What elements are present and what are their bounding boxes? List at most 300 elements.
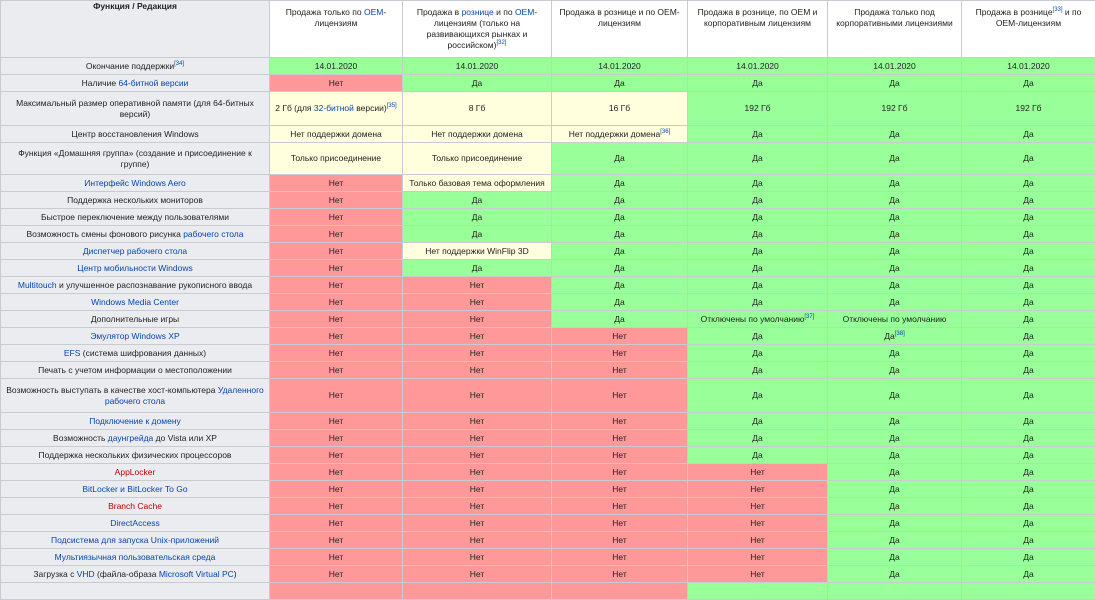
cell-value: Нет bbox=[612, 433, 626, 443]
cell-value: Нет bbox=[329, 263, 343, 273]
feature-name bbox=[1, 75, 270, 92]
cell-value: Нет bbox=[612, 450, 626, 460]
cell-no bbox=[403, 277, 552, 294]
cell-value: Да bbox=[1023, 348, 1033, 358]
cell-yes bbox=[828, 192, 962, 209]
cell-value: Да bbox=[1023, 416, 1033, 426]
feature-link[interactable]: Branch Cache bbox=[108, 501, 162, 511]
feature-link[interactable]: Microsoft Virtual PC bbox=[159, 569, 234, 579]
header-text: Продажа в рознице, по OEM и корпоративным лицензиям bbox=[698, 7, 818, 28]
feature-name bbox=[1, 430, 270, 447]
feature-link[interactable]: BitLocker и BitLocker To Go bbox=[82, 484, 187, 494]
cell-no bbox=[270, 243, 403, 260]
feature-link[interactable]: рабочего стола bbox=[183, 229, 243, 239]
cell-no bbox=[552, 566, 688, 583]
cell-value: Нет bbox=[470, 501, 484, 511]
cell-value: Нет bbox=[750, 518, 764, 528]
cell-yes bbox=[962, 430, 1095, 447]
cell-no bbox=[552, 345, 688, 362]
cell-no bbox=[403, 515, 552, 532]
table-row bbox=[1, 583, 1095, 600]
cell-yes bbox=[828, 277, 962, 294]
cell-value: Да bbox=[614, 297, 624, 307]
table-row bbox=[1, 75, 1095, 92]
cell-no bbox=[688, 498, 828, 515]
cell-value: Нет bbox=[470, 552, 484, 562]
cell-value: Нет bbox=[612, 348, 626, 358]
cell-value: Да bbox=[1023, 552, 1033, 562]
cell-no bbox=[552, 481, 688, 498]
cell-no bbox=[270, 345, 403, 362]
cell-yes bbox=[552, 260, 688, 277]
cell-yes bbox=[552, 143, 688, 175]
cell-value: Да bbox=[889, 263, 899, 273]
cell-value: Да bbox=[884, 331, 894, 341]
cell-value: Да bbox=[752, 212, 762, 222]
cell-yes bbox=[552, 294, 688, 311]
cell-yes bbox=[962, 566, 1095, 583]
cell-yes bbox=[828, 75, 962, 92]
cell-yes bbox=[688, 430, 828, 447]
cell-yes bbox=[828, 209, 962, 226]
cell-value: Нет bbox=[612, 535, 626, 545]
cell-no bbox=[270, 362, 403, 379]
cell-yes bbox=[962, 294, 1095, 311]
cell-no bbox=[270, 515, 403, 532]
col-header bbox=[403, 1, 552, 58]
feature-link[interactable]: DirectAccess bbox=[110, 518, 160, 528]
cell-value: Нет bbox=[750, 535, 764, 545]
cell-partial bbox=[403, 143, 552, 175]
header-link[interactable]: OEM bbox=[364, 7, 383, 17]
feature-text: до Vista или XP bbox=[153, 433, 217, 443]
cell-yes bbox=[962, 379, 1095, 413]
cell-partial bbox=[403, 175, 552, 192]
cell-yes bbox=[962, 328, 1095, 345]
table-row bbox=[1, 294, 1095, 311]
cell-value: Нет bbox=[470, 390, 484, 400]
cell-value: Нет bbox=[470, 365, 484, 375]
cell-value: Да bbox=[752, 365, 762, 375]
cell-value: Нет поддержки домена bbox=[569, 129, 661, 139]
header-text: Продажа в рознице bbox=[976, 7, 1053, 17]
cell-yes bbox=[962, 549, 1095, 566]
feature-text: Окончание поддержки bbox=[86, 61, 174, 71]
cell-value: Да bbox=[752, 263, 762, 273]
cell-yes bbox=[828, 260, 962, 277]
feature-text: Поддержка нескольких мониторов bbox=[67, 195, 203, 205]
header-text: и по bbox=[494, 7, 515, 17]
cell-value: Нет поддержки домена bbox=[290, 129, 382, 139]
cell-yes bbox=[688, 192, 828, 209]
cell-no bbox=[688, 566, 828, 583]
cell-yes bbox=[962, 92, 1095, 126]
footnote-ref[interactable]: [36] bbox=[660, 129, 670, 135]
cell-no bbox=[270, 175, 403, 192]
cell-value: Нет bbox=[329, 518, 343, 528]
cell-yes bbox=[403, 260, 552, 277]
cell-value: Да bbox=[889, 535, 899, 545]
cell-partial bbox=[552, 92, 688, 126]
feature-link[interactable]: EFS bbox=[64, 348, 81, 358]
feature-link[interactable]: Windows Media Center bbox=[91, 297, 179, 307]
cell-no bbox=[688, 481, 828, 498]
cell-yes bbox=[962, 126, 1095, 143]
table-row bbox=[1, 209, 1095, 226]
cell-value: Да bbox=[1023, 129, 1033, 139]
footnote-ref[interactable]: [32] bbox=[496, 40, 506, 46]
cell-yes bbox=[828, 58, 962, 75]
feature-name bbox=[1, 328, 270, 345]
cell-yes bbox=[962, 226, 1095, 243]
table-row bbox=[1, 430, 1095, 447]
cell-value: Нет bbox=[329, 569, 343, 579]
feature-name bbox=[1, 226, 270, 243]
cell-value: Да bbox=[752, 450, 762, 460]
cell-value: Да bbox=[1023, 390, 1033, 400]
cell-value: Нет bbox=[750, 569, 764, 579]
cell-value: Нет bbox=[329, 416, 343, 426]
cell-yes bbox=[828, 583, 962, 600]
cell-yes bbox=[828, 379, 962, 413]
cell-value: Да bbox=[889, 348, 899, 358]
cell-value: Да bbox=[1023, 195, 1033, 205]
cell-yes bbox=[552, 243, 688, 260]
cell-yes bbox=[403, 192, 552, 209]
cell-value: Нет bbox=[329, 297, 343, 307]
cell-value: Нет bbox=[612, 365, 626, 375]
col-header bbox=[828, 1, 962, 58]
header-link[interactable]: рознице bbox=[462, 7, 494, 17]
footnote-ref[interactable]: [33] bbox=[1053, 7, 1063, 13]
cell-value: Да bbox=[752, 416, 762, 426]
cell-value: Нет bbox=[612, 518, 626, 528]
feature-name bbox=[1, 447, 270, 464]
feature-link[interactable]: AppLocker bbox=[115, 467, 156, 477]
feature-link[interactable]: Подключение к домену bbox=[89, 416, 181, 426]
feature-link[interactable]: Удаленного рабочего стола bbox=[105, 385, 264, 406]
feature-text: и улучшенное распознавание рукописного ввода bbox=[57, 280, 252, 290]
cell-yes bbox=[552, 311, 688, 328]
cell-value: Только базовая тема оформления bbox=[409, 178, 545, 188]
feature-name bbox=[1, 481, 270, 498]
cell-yes bbox=[962, 311, 1095, 328]
cell-no bbox=[403, 447, 552, 464]
footnote-ref[interactable]: [37] bbox=[804, 314, 814, 320]
cell-yes bbox=[403, 209, 552, 226]
cell-yes bbox=[828, 294, 962, 311]
cell-partial bbox=[270, 92, 403, 126]
cell-yes bbox=[962, 413, 1095, 430]
cell-no bbox=[270, 209, 403, 226]
cell-yes bbox=[962, 583, 1095, 600]
cell-no bbox=[403, 362, 552, 379]
cell-value: Да bbox=[752, 280, 762, 290]
cell-value: Нет bbox=[329, 450, 343, 460]
cell-value: Да bbox=[1023, 246, 1033, 256]
feature-name bbox=[1, 413, 270, 430]
cell-no bbox=[403, 583, 552, 600]
cell-value: Да bbox=[1023, 433, 1033, 443]
cell-value: Да bbox=[1023, 484, 1033, 494]
cell-no bbox=[270, 226, 403, 243]
feature-name bbox=[1, 92, 270, 126]
cell-value: Нет bbox=[329, 280, 343, 290]
table-row bbox=[1, 362, 1095, 379]
table-row bbox=[1, 143, 1095, 175]
cell-yes bbox=[828, 243, 962, 260]
feature-link[interactable]: Эмулятор Windows XP bbox=[90, 331, 179, 341]
cell-yes bbox=[552, 58, 688, 75]
header-text: Продажа только под корпоративными лицензиями bbox=[836, 7, 953, 28]
cell-yes bbox=[962, 243, 1095, 260]
cell-yes bbox=[688, 143, 828, 175]
header-link[interactable]: OEM bbox=[515, 7, 534, 17]
cell-yes bbox=[828, 464, 962, 481]
feature-name bbox=[1, 311, 270, 328]
cell-value: Нет bbox=[470, 450, 484, 460]
feature-link[interactable]: 64-битной версии bbox=[118, 78, 188, 88]
feature-link[interactable]: Multitouch bbox=[18, 280, 57, 290]
cell-value: Нет bbox=[470, 348, 484, 358]
cell-value: Да bbox=[1023, 263, 1033, 273]
cell-no bbox=[403, 532, 552, 549]
cell-value: Нет bbox=[329, 552, 343, 562]
cell-yes bbox=[828, 226, 962, 243]
cell-no bbox=[270, 294, 403, 311]
feature-name bbox=[1, 58, 270, 75]
cell-value: Да bbox=[889, 484, 899, 494]
cell-value: Да bbox=[889, 229, 899, 239]
feature-link[interactable]: Центр мобильности Windows bbox=[77, 263, 192, 273]
cell-value: Да bbox=[889, 569, 899, 579]
cell-yes bbox=[828, 515, 962, 532]
feature-text: Загрузка с bbox=[33, 569, 76, 579]
cell-value: Отключены по умолчанию bbox=[701, 314, 805, 324]
feature-name bbox=[1, 498, 270, 515]
cell-value: Нет bbox=[612, 467, 626, 477]
feature-text: Возможность bbox=[53, 433, 108, 443]
table-row bbox=[1, 566, 1095, 583]
cell-value: Нет bbox=[750, 501, 764, 511]
cell-yes bbox=[688, 175, 828, 192]
cell-yes bbox=[828, 549, 962, 566]
cell-value: Нет bbox=[612, 501, 626, 511]
col-header bbox=[552, 1, 688, 58]
cell-value: Нет bbox=[329, 178, 343, 188]
table-row bbox=[1, 92, 1095, 126]
cell-no bbox=[552, 430, 688, 447]
cell-yes bbox=[962, 447, 1095, 464]
feature-name bbox=[1, 126, 270, 143]
cell-no bbox=[552, 328, 688, 345]
cell-yes bbox=[962, 277, 1095, 294]
header-text: Продажа в bbox=[417, 7, 462, 17]
feature-name bbox=[1, 243, 270, 260]
cell-yes bbox=[403, 58, 552, 75]
cell-value: Да bbox=[752, 78, 762, 88]
cell-no bbox=[403, 481, 552, 498]
cell-yes bbox=[962, 464, 1095, 481]
cell-value: Да bbox=[1023, 450, 1033, 460]
cell-value: Нет bbox=[470, 331, 484, 341]
cell-partial bbox=[403, 126, 552, 143]
cell-yes bbox=[828, 328, 962, 345]
cell-no bbox=[552, 464, 688, 481]
feature-link[interactable]: Мультиязычная пользовательская среда bbox=[55, 552, 216, 562]
footnote-ref[interactable]: [38] bbox=[895, 331, 905, 337]
cell-value: Да bbox=[1023, 280, 1033, 290]
col-header bbox=[962, 1, 1095, 58]
cell-no bbox=[270, 311, 403, 328]
cell-value: Нет bbox=[612, 484, 626, 494]
cell-value: Нет bbox=[329, 467, 343, 477]
cell-value: Да bbox=[889, 518, 899, 528]
feature-link[interactable]: VHD bbox=[77, 569, 95, 579]
feature-name bbox=[1, 566, 270, 583]
cell-value: Нет bbox=[750, 552, 764, 562]
feature-text: Максимальный размер оперативной памяти (для 64-битных версий) bbox=[16, 98, 254, 119]
cell-no bbox=[270, 379, 403, 413]
feature-name bbox=[1, 515, 270, 532]
cell-text: версии) bbox=[354, 103, 387, 113]
cell-value: Нет bbox=[612, 390, 626, 400]
cell-value: Да bbox=[889, 433, 899, 443]
cell-yes bbox=[828, 362, 962, 379]
cell-value: Нет bbox=[329, 390, 343, 400]
cell-value: Нет bbox=[470, 297, 484, 307]
cell-value: Нет bbox=[470, 314, 484, 324]
cell-value: Нет bbox=[470, 467, 484, 477]
cell-value: Нет bbox=[329, 212, 343, 222]
cell-yes bbox=[962, 532, 1095, 549]
cell-yes bbox=[962, 498, 1095, 515]
cell-value: Да bbox=[889, 280, 899, 290]
cell-yes bbox=[828, 175, 962, 192]
cell-yes bbox=[688, 126, 828, 143]
cell-value: Да bbox=[1023, 297, 1033, 307]
feature-name bbox=[1, 379, 270, 413]
cell-link[interactable]: 32-битной bbox=[314, 103, 354, 113]
cell-no bbox=[270, 413, 403, 430]
cell-yes bbox=[403, 226, 552, 243]
header-row bbox=[1, 1, 1095, 58]
cell-yes bbox=[552, 226, 688, 243]
cell-no bbox=[552, 362, 688, 379]
cell-no bbox=[403, 498, 552, 515]
cell-yes bbox=[688, 447, 828, 464]
feature-text: Центр восстановления Windows bbox=[71, 129, 198, 139]
cell-value: Да bbox=[752, 433, 762, 443]
cell-value: Да bbox=[889, 297, 899, 307]
cell-no bbox=[403, 566, 552, 583]
cell-yes bbox=[828, 430, 962, 447]
feature-text: Функция «Домашняя группа» (создание и присоединение к группе) bbox=[18, 148, 252, 169]
cell-value: Да bbox=[752, 129, 762, 139]
table-row bbox=[1, 58, 1095, 75]
table-row bbox=[1, 549, 1095, 566]
cell-value: Да bbox=[752, 246, 762, 256]
cell-no bbox=[270, 430, 403, 447]
cell-yes bbox=[828, 447, 962, 464]
cell-value: Да bbox=[1023, 518, 1033, 528]
cell-yes bbox=[552, 175, 688, 192]
table-row bbox=[1, 277, 1095, 294]
feature-link[interactable]: Интерфейс Windows Aero bbox=[84, 178, 185, 188]
table-row bbox=[1, 447, 1095, 464]
cell-value: Да bbox=[472, 78, 482, 88]
cell-value: 192 Гб bbox=[744, 103, 770, 113]
cell-no bbox=[688, 464, 828, 481]
cell-yes bbox=[403, 75, 552, 92]
cell-value: Да bbox=[889, 178, 899, 188]
cell-value: 14.01.2020 bbox=[736, 61, 779, 71]
cell-partial bbox=[270, 126, 403, 143]
cell-value: Да bbox=[1023, 212, 1033, 222]
cell-value: Нет bbox=[329, 484, 343, 494]
header-text: и по OEM-лицензиям bbox=[996, 7, 1081, 28]
cell-value: Да bbox=[1023, 153, 1033, 163]
cell-no bbox=[270, 464, 403, 481]
table-row bbox=[1, 481, 1095, 498]
cell-value: Да bbox=[614, 212, 624, 222]
feature-link[interactable]: Подсистема для запуска Unix-приложений bbox=[51, 535, 219, 545]
cell-value: Да bbox=[752, 297, 762, 307]
cell-no bbox=[403, 464, 552, 481]
cell-yes bbox=[828, 481, 962, 498]
cell-value: 14.01.2020 bbox=[1007, 61, 1050, 71]
table-row bbox=[1, 175, 1095, 192]
cell-value: 192 Гб bbox=[1015, 103, 1041, 113]
cell-yes bbox=[962, 58, 1095, 75]
cell-value: Да bbox=[889, 365, 899, 375]
cell-value: Нет bbox=[470, 416, 484, 426]
cell-value: Нет bbox=[470, 280, 484, 290]
header-text: -лицензиям bbox=[315, 7, 387, 28]
cell-value: Нет bbox=[329, 348, 343, 358]
feature-link[interactable]: даунгрейда bbox=[108, 433, 154, 443]
feature-text: (файла-образа bbox=[95, 569, 159, 579]
feature-text: Возможность выступать в качестве хост-компьютера bbox=[6, 385, 218, 395]
cell-no bbox=[270, 75, 403, 92]
cell-yes bbox=[688, 362, 828, 379]
cell-value: Да bbox=[1023, 569, 1033, 579]
cell-value: Да bbox=[1023, 535, 1033, 545]
cell-value: Да bbox=[1023, 78, 1033, 88]
cell-value: Нет bbox=[470, 569, 484, 579]
cell-value: Да bbox=[752, 390, 762, 400]
cell-value: Только присоединение bbox=[432, 153, 522, 163]
footnote-ref[interactable]: [35] bbox=[387, 103, 397, 109]
table-row bbox=[1, 126, 1095, 143]
feature-text: Поддержка нескольких физических процессоров bbox=[39, 450, 232, 460]
table-row bbox=[1, 515, 1095, 532]
cell-value: 14.01.2020 bbox=[456, 61, 499, 71]
cell-value: Нет bbox=[329, 195, 343, 205]
cell-value: Да bbox=[889, 450, 899, 460]
table-row bbox=[1, 192, 1095, 209]
footnote-ref[interactable]: [34] bbox=[174, 61, 184, 67]
cell-no bbox=[552, 413, 688, 430]
cell-no bbox=[688, 515, 828, 532]
feature-link[interactable]: Диспетчер рабочего стола bbox=[83, 246, 187, 256]
cell-yes bbox=[962, 362, 1095, 379]
cell-value: Да bbox=[889, 416, 899, 426]
cell-value: Да bbox=[889, 552, 899, 562]
cell-yes bbox=[270, 58, 403, 75]
cell-value: Да bbox=[1023, 501, 1033, 511]
cell-value: Нет поддержки WinFlip 3D bbox=[425, 246, 528, 256]
